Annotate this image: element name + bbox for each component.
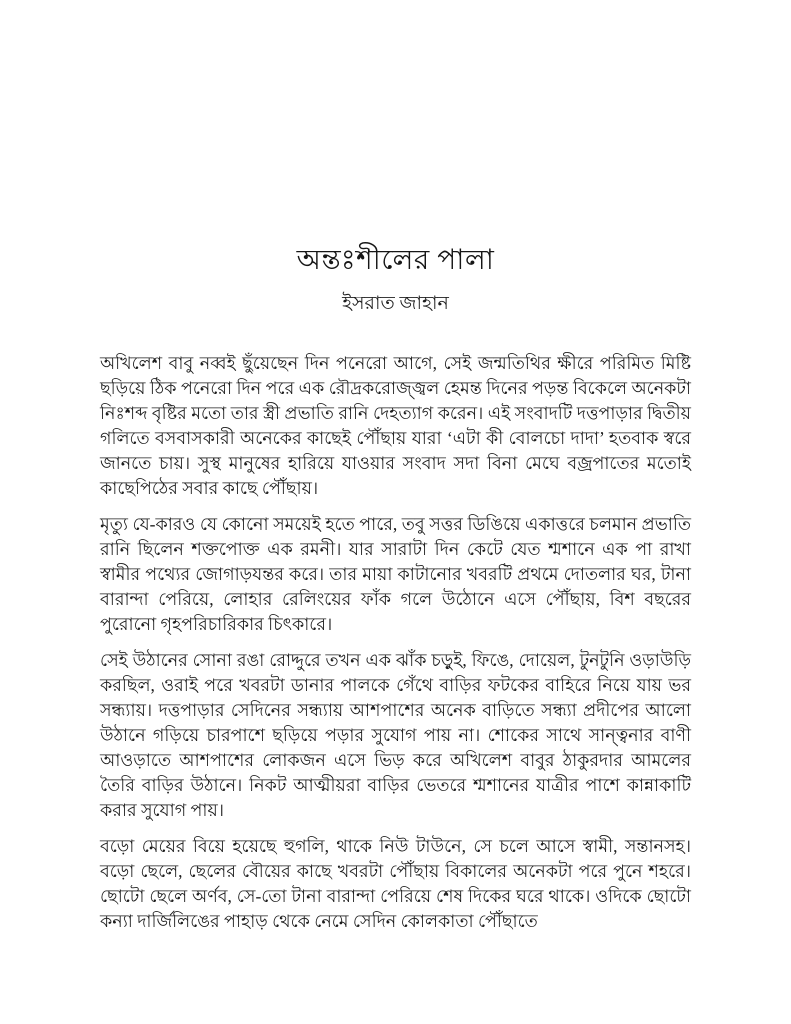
story-paragraph: মৃত্যু যে-কারও যে কোনো সময়েই হতে পারে, তবু সত্তর ডিঙিয়ে একাত্তরে চলমান প্রভাতি রানি ছিলেন শক্তপোক্ত এক রমনী। যার সারাটা দিন কেটে যেত শ্মশানে এক পা রাখা স্বামীর পথ্যের জোগাড়যন্তর করে। তার মায়া কাটানোর খবরটি প্রথমে দোতলার ঘর, টানা বারান্দা পেরিয়ে, লোহার রেলিংয়ের ফাঁক গলে উঠোনে এসে পৌঁছায়, বিশ বছরের পুরোনো গৃহপরিচারিকার চিৎকারে। — [100, 514, 691, 634]
story-paragraph: বড়ো মেয়ের বিয়ে হয়েছে হুগলি, থাকে নিউ টাউনে, সে চলে আসে স্বামী, সন্তানসহ। বড়ো ছেলে, ছেলের বৌয়ের কাছে খবরটা পৌঁছায় বিকালের অনেকটা পরে পুনে শহরে। ছোটো ছেলে অর্ণব, সে-তো টানা বারান্দা পেরিয়ে শেষ দিকের ঘরে থাকে। ওদিকে ছোটো কন্যা দার্জিলিঙের পাহাড় থেকে নেমে সেদিন কোলকাতা পৌঁছাতে — [100, 836, 691, 931]
story-body — [100, 351, 691, 934]
story-title: অন্তঃশীলের পালা — [296, 245, 495, 276]
story-paragraph: সেই উঠানের সোনা রঙা রোদ্দুরে তখন এক ঝাঁক চড়ুই, ফিঙে, দোয়েল, টুনটুনি ওড়াউড়ি করছিল, ওরাই পরে খবরটা ডানার পালকে গেঁথে বাড়ির ফটকের বাহিরে নিয়ে যায় ভর সন্ধ্যায়। দত্তপাড়ার সেদিনের সন্ধ্যায় আশপাশের অনেক বাড়িতে সন্ধ্যা প্রদীপের আলো উঠানে গড়িয়ে চারপাশে ছড়িয়ে পড়ার সুযোগ পায় না। শোকের সাথে সান্ত্বনার বাণী আওড়াতে আশপাশের লোকজন এসে ভিড় করে অখিলেশ বাবুর ঠাকুরদার আমলের তৈরি বাড়ির উঠানে। নিকট আত্মীয়রা বাড়ির ভেতরে শ্মশানের যাত্রীর পাশে কান্নাকাটি করার সুযোগ পায়। — [100, 650, 691, 820]
story-paragraph: অখিলেশ বাবু নব্বই ছুঁয়েছেন দিন পনেরো আগে, সেই জন্মতিথির ক্ষীরে পরিমিত মিষ্টি ছড়িয়ে ঠিক পনেরো দিন পরে এক রৌদ্রকরোজ্জ্বল হেমন্ত দিনের পড়ন্ত বিকেলে অনেকটা নিঃশব্দ বৃষ্টির মতো তার স্ত্রী প্রভাতি রানি দেহত্যাগ করেন। এই সংবাদটি দত্তপাড়ার দ্বিতীয় গলিতে বসবাসকারী অনেকের কাছেই পৌঁছায় যারা ‘এটা কী বোলচো দাদা’ হতবাক স্বরে জানতে চায়। সুস্থ মানুষের হারিয়ে যাওয়ার সংবাদ সদা বিনা মেঘে বজ্রপাতের মতোই কাছেপিঠের সবার কাছে পৌঁছায়। — [100, 353, 691, 498]
author-byline: ইসরাত জাহান — [342, 293, 449, 314]
